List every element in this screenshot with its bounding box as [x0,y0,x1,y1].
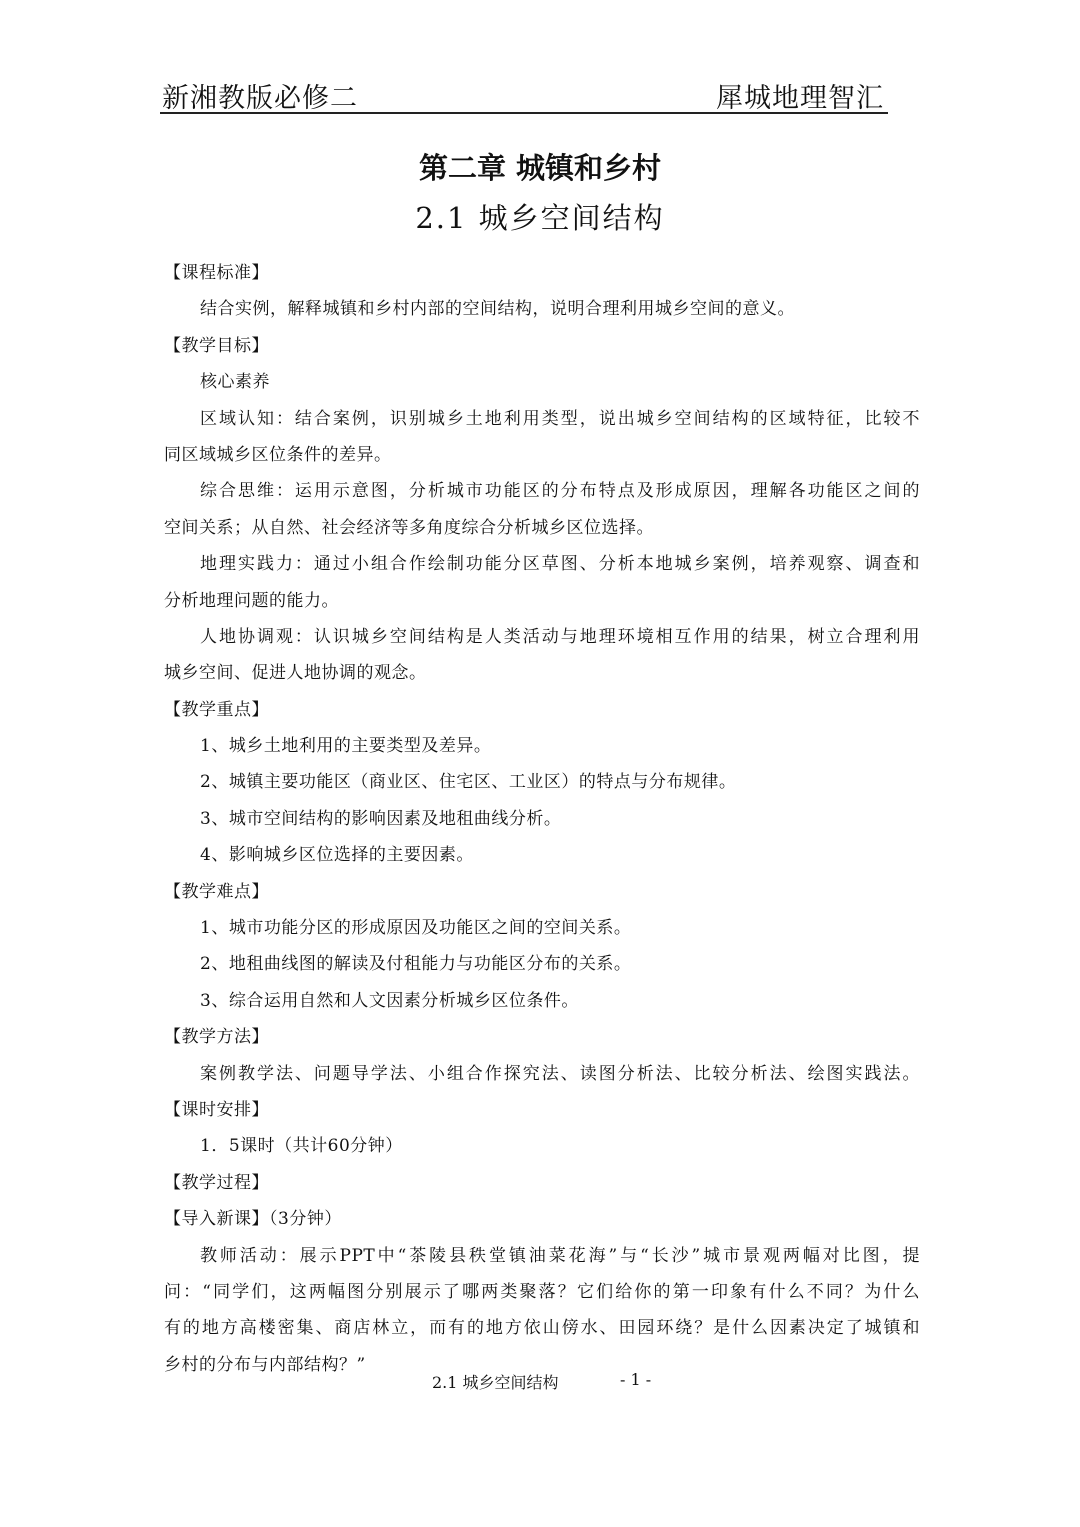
heading-difficulties: 【教学难点】 [164,881,269,902]
paragraph-line: 有的地方高楼密集、商店林立，而有的地方依山傍水、田园环绕？是什么因素决定了城镇和 [164,1318,920,1339]
heading-schedule: 【课时安排】 [164,1099,269,1120]
list-item: 4、影响城乡区位选择的主要因素。 [200,845,474,866]
paragraph-line: 综合思维：运用示意图，分析城市功能区的分布特点及形成原因，理解各功能区之间的 [200,481,920,502]
document-body [164,255,920,1383]
footer-section-title: 2.1 城乡空间结构 [432,1373,559,1392]
heading-methods: 【教学方法】 [164,1027,269,1048]
paragraph-line: 人地协调观：认识城乡空间结构是人类活动与地理环境相互作用的结果，树立合理利用 [200,626,920,647]
paragraph-line: 教师活动：展示PPT中“茶陵县秩堂镇油菜花海”与“长沙”城市景观两幅对比图，提 [200,1245,920,1266]
paragraph-line: 城乡空间、促进人地协调的观念。 [164,663,427,684]
paragraph-line: 地理实践力：通过小组合作绘制功能分区草图、分析本地城乡案例，培养观察、调查和 [200,554,920,575]
header-divider [160,112,888,114]
list-item: 2、城镇主要功能区（商业区、住宅区、工业区）的特点与分布规律。 [200,772,737,793]
paragraph-line: 同区域城乡区位条件的差异。 [164,444,392,465]
heading-teaching-process: 【教学过程】 [164,1172,269,1193]
footer-page-number: - 1 - [620,1370,652,1389]
heading-curriculum-standard: 【课程标准】 [164,263,269,283]
paragraph-line: 问：“同学们，这两幅图分别展示了哪两类聚落？它们给你的第一印象有什么不同？为什么 [164,1281,920,1302]
list-item: 3、城市空间结构的影响因素及地租曲线分析。 [200,808,562,829]
paragraph-line: 核心素养 [200,372,270,393]
paragraph-line: 1．5课时（共计60分钟） [200,1136,403,1157]
paragraph-line: 分析地理问题的能力。 [164,590,339,611]
paragraph-line: 空间关系；从自然、社会经济等多角度综合分析城乡区位选择。 [164,517,654,538]
section-title: 2.1 城乡空间结构 [415,201,665,235]
paragraph-line: 案例教学法、问题导学法、小组合作探究法、读图分析法、比较分析法、绘图实践法。 [200,1063,920,1084]
heading-introduction: 【导入新课】（3分钟） [164,1209,342,1230]
paragraph-line: 结合实例，解释城镇和乡村内部的空间结构，说明合理利用城乡空间的意义。 [200,299,795,320]
list-item: 2、地租曲线图的解读及付租能力与功能区分布的关系。 [200,954,632,975]
list-item: 1、城乡土地利用的主要类型及差异。 [200,736,492,757]
heading-key-points: 【教学重点】 [164,699,269,720]
paragraph-line: 乡村的分布与内部结构？” [164,1354,366,1375]
header-right: 犀城地理智汇 [716,83,884,114]
paragraph-line: 区域认知：结合案例，识别城乡土地利用类型，说出城乡空间结构的区域特征，比较不 [200,408,920,429]
header-left: 新湘教版必修二 [162,83,358,114]
list-item: 3、综合运用自然和人文因素分析城乡区位条件。 [200,990,579,1011]
chapter-title: 第二章 城镇和乡村 [418,151,662,185]
list-item: 1、城市功能分区的形成原因及功能区之间的空间关系。 [200,918,632,939]
heading-teaching-goals: 【教学目标】 [164,335,269,356]
